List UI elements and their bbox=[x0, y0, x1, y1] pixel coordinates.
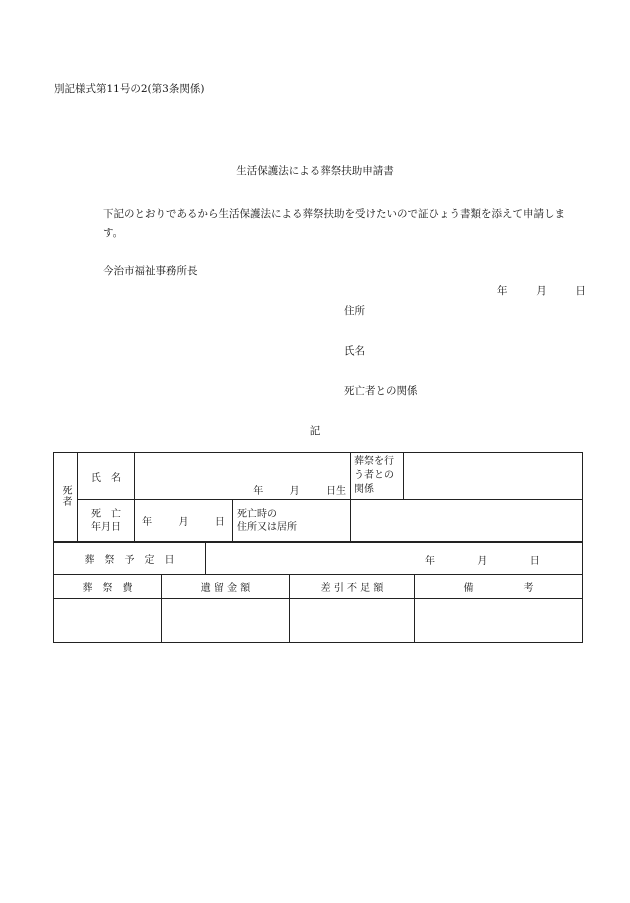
header-shortfall-label: 差 引 不 足 額 bbox=[320, 583, 384, 594]
header-remaining-money bbox=[162, 575, 290, 599]
death-address-field[interactable] bbox=[351, 500, 583, 542]
header-remarks-label: 備 考 bbox=[463, 583, 534, 594]
relation-label-cell bbox=[351, 453, 404, 500]
funeral-month-label: 月 bbox=[477, 556, 488, 567]
remarks-field[interactable] bbox=[415, 599, 583, 643]
deceased-table bbox=[53, 452, 583, 542]
date-day: 日 bbox=[575, 285, 586, 297]
header-remarks bbox=[415, 575, 583, 599]
addressee: 今治市福祉事務所長 bbox=[103, 265, 198, 277]
death-date-label-cell bbox=[78, 500, 135, 542]
header-funeral-cost bbox=[54, 575, 162, 599]
funeral-cost-field[interactable] bbox=[54, 599, 162, 643]
relation-field[interactable] bbox=[404, 453, 583, 500]
header-funeral-cost-label: 葬 祭 費 bbox=[82, 583, 133, 594]
death-address-label-line2: 住所又は居所 bbox=[237, 521, 297, 533]
header-shortfall bbox=[290, 575, 415, 599]
date-month: 月 bbox=[536, 285, 547, 297]
death-date-field[interactable] bbox=[135, 500, 233, 542]
deceased-label: 死者 bbox=[60, 484, 71, 507]
deceased-label-cell bbox=[54, 453, 78, 542]
date-line bbox=[497, 283, 586, 298]
form-code: 別記様式第11号の2(第3条関係) bbox=[54, 83, 205, 95]
funeral-day-label: 日 bbox=[529, 556, 540, 567]
death-month-label: 月 bbox=[178, 517, 189, 528]
relation-label: 葬祭を行う者との関係 bbox=[354, 456, 394, 495]
shortfall-field[interactable] bbox=[290, 599, 415, 643]
ki-heading: 記 bbox=[309, 425, 321, 437]
funeral-date-field[interactable] bbox=[206, 543, 583, 575]
applicant-address-label: 住所 bbox=[344, 305, 365, 317]
applicant-relation-label: 死亡者との関係 bbox=[344, 385, 418, 397]
amounts-table bbox=[53, 574, 583, 643]
death-address-label-line1: 死亡時の bbox=[237, 508, 277, 520]
death-date-label-line2: 年月日 bbox=[91, 521, 121, 533]
document-title: 生活保護法による葬祭扶助申請書 bbox=[236, 165, 394, 177]
name-label-cell bbox=[78, 453, 135, 500]
death-year-label: 年 bbox=[142, 517, 153, 528]
funeral-date-label: 葬 祭 予 定 日 bbox=[84, 555, 175, 566]
intro-text: 下記のとおりであるから生活保護法による葬祭扶助を受けたいので証ひょう書類を添えて申請します。 bbox=[103, 208, 565, 239]
date-year: 年 bbox=[497, 285, 508, 297]
death-day-label: 日 bbox=[214, 517, 225, 528]
header-remaining-money-label: 遺 留 金 額 bbox=[200, 583, 251, 594]
applicant-name-label: 氏名 bbox=[344, 345, 365, 357]
funeral-date-label-cell bbox=[54, 543, 206, 575]
death-address-label-cell bbox=[233, 500, 351, 542]
name-label: 氏 名 bbox=[91, 472, 121, 484]
funeral-year-label: 年 bbox=[425, 556, 435, 567]
birth-day-label: 日生 bbox=[326, 486, 346, 497]
name-field[interactable] bbox=[135, 453, 351, 500]
death-date-label-line1: 死 亡 bbox=[91, 508, 121, 520]
remaining-money-field[interactable] bbox=[162, 599, 290, 643]
birth-month-label: 月 bbox=[289, 486, 300, 497]
birth-year-label: 年 bbox=[253, 486, 264, 497]
funeral-date-table bbox=[53, 542, 583, 575]
